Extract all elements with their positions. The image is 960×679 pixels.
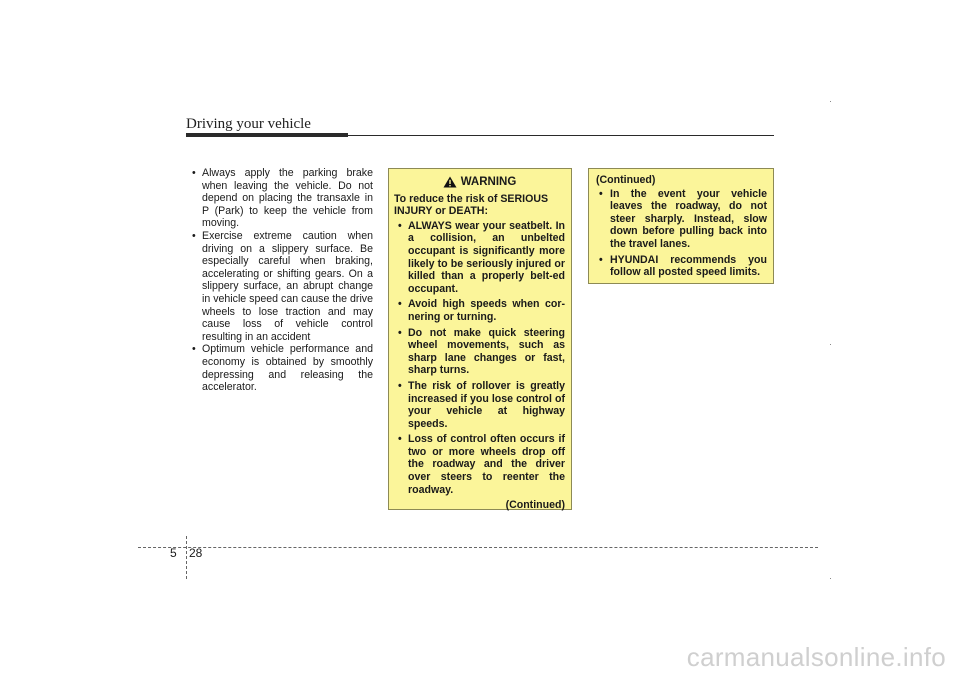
header-rule [186, 135, 774, 136]
warning-heading [394, 176, 565, 189]
warning-title: WARNING [460, 176, 517, 188]
warning-triangle-icon [443, 176, 457, 188]
crop-mark [830, 344, 831, 345]
header-title: Driving your vehicle [186, 116, 311, 132]
warning-item-steering: • Do not make quick steering wheel movements, such as sharp lane changes or fast, sharp turns. [394, 327, 565, 377]
continued-item-leaves-roadway: • In the event your vehicle leaves the roadway, do not steer sharply. Instead, slow down before pulling back into the travel lanes. [596, 188, 767, 251]
body-bullet-optimum-performance: • Optimum vehicle performance and economy is obtained by smoothly depressing and releasing the accelerator. [186, 343, 373, 393]
continued-item-speed-limits: • HYUNDAI recommends you follow all posted speed limits. [596, 254, 767, 279]
warning-item-seatbelt: • ALWAYS wear your seatbelt. In a collision, an unbelted occupant is significantly more likely to be seriously injured or killed than a properly belt-ed occupant. [394, 220, 565, 296]
warning-intro: To reduce the risk of SERIOUS INJURY or DEATH: [394, 192, 549, 218]
footer-divider [186, 536, 187, 579]
warning-box [388, 168, 572, 510]
chapter-number: 5 [170, 546, 177, 560]
page-number: 28 [189, 546, 203, 560]
watermark: carmanualsonline.info [686, 642, 946, 672]
warning-item-loss-of-control: • Loss of control often occurs if two or more wheels drop off the roadway and the driver over steers to reenter the roadway. [394, 433, 565, 496]
body-bullet-parking-brake: • Always apply the parking brake when leaving the vehicle. Do not depend on placing the transaxle in P (Park) to keep the vehicle from moving. [186, 167, 373, 230]
continued-list [596, 188, 767, 279]
warning-item-high-speeds: • Avoid high speeds when cor-nering or turning. [394, 298, 565, 323]
warning-list [394, 220, 565, 496]
warning-item-rollover: • The risk of rollover is greatly increased if you lose control of your vehicle at highway speeds. [394, 380, 565, 430]
body-bullet-list [186, 167, 373, 394]
body-column [186, 167, 373, 394]
body-bullet-slippery-surface: • Exercise extreme caution when driving on a slippery surface. Be especially careful when braking, accelerating or shifting gears. On a slippery surface, an abrupt change in vehicle speed can cause the drive wheels to lose traction and may cause loss of vehicle control resulting in an accident [186, 230, 373, 343]
warning-continued-label: (Continued) [505, 499, 565, 512]
continued-label: (Continued) [596, 174, 656, 186]
crop-mark [830, 578, 831, 579]
footer-rule [138, 547, 818, 548]
continued-box [588, 168, 774, 284]
crop-mark [830, 101, 831, 102]
